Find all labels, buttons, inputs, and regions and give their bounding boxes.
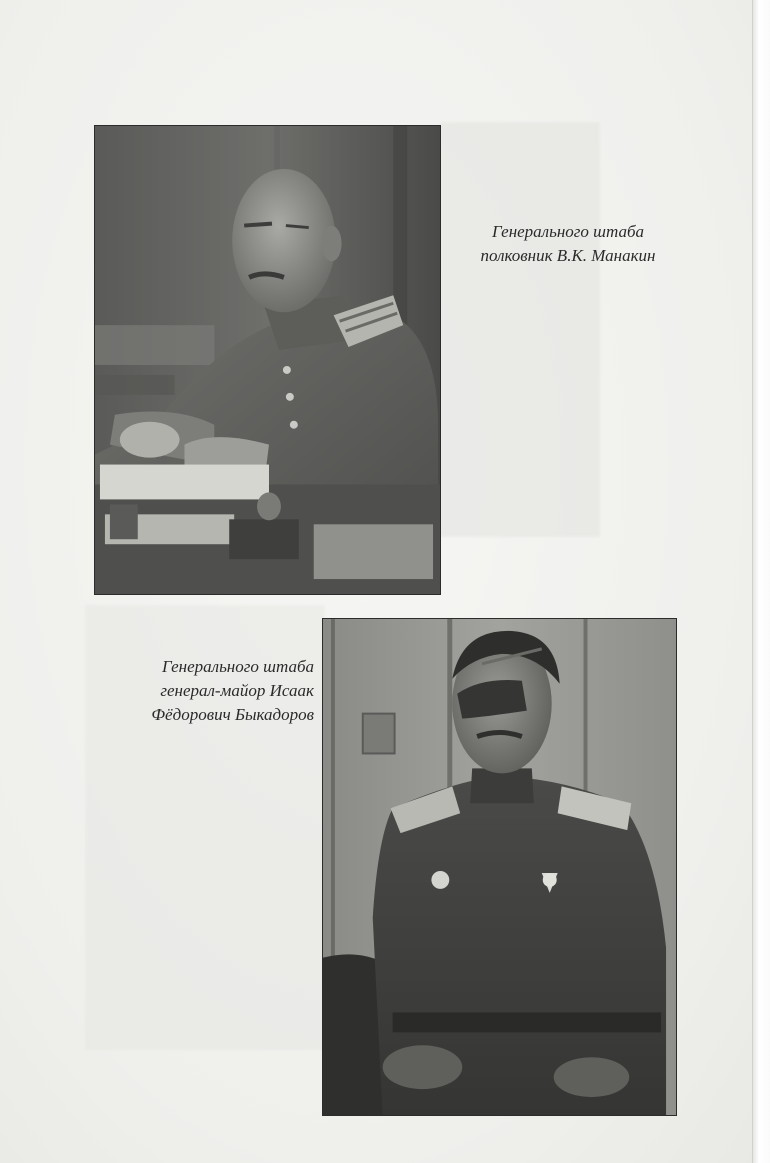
show-through-shadow xyxy=(440,122,600,537)
caption-bykadorov-line-3: Фёдорович Быкадоров xyxy=(151,705,314,724)
book-binding-edge xyxy=(752,0,770,1163)
caption-bykadorov-line-1: Генерального штаба xyxy=(161,657,314,676)
caption-manakin xyxy=(448,220,688,268)
portrait-photo-bykadorov xyxy=(322,618,677,1116)
caption-bykadorov xyxy=(96,655,314,727)
portrait-photo-manakin-image xyxy=(95,126,440,594)
portrait-photo-manakin xyxy=(94,125,441,595)
caption-bykadorov-line-2: генерал-майор Исаак xyxy=(160,681,314,700)
caption-manakin-line-1: Генерального штаба xyxy=(491,222,645,241)
caption-manakin-line-2: полковник В.К. Манакин xyxy=(480,246,656,265)
portrait-photo-bykadorov-image xyxy=(323,619,676,1115)
